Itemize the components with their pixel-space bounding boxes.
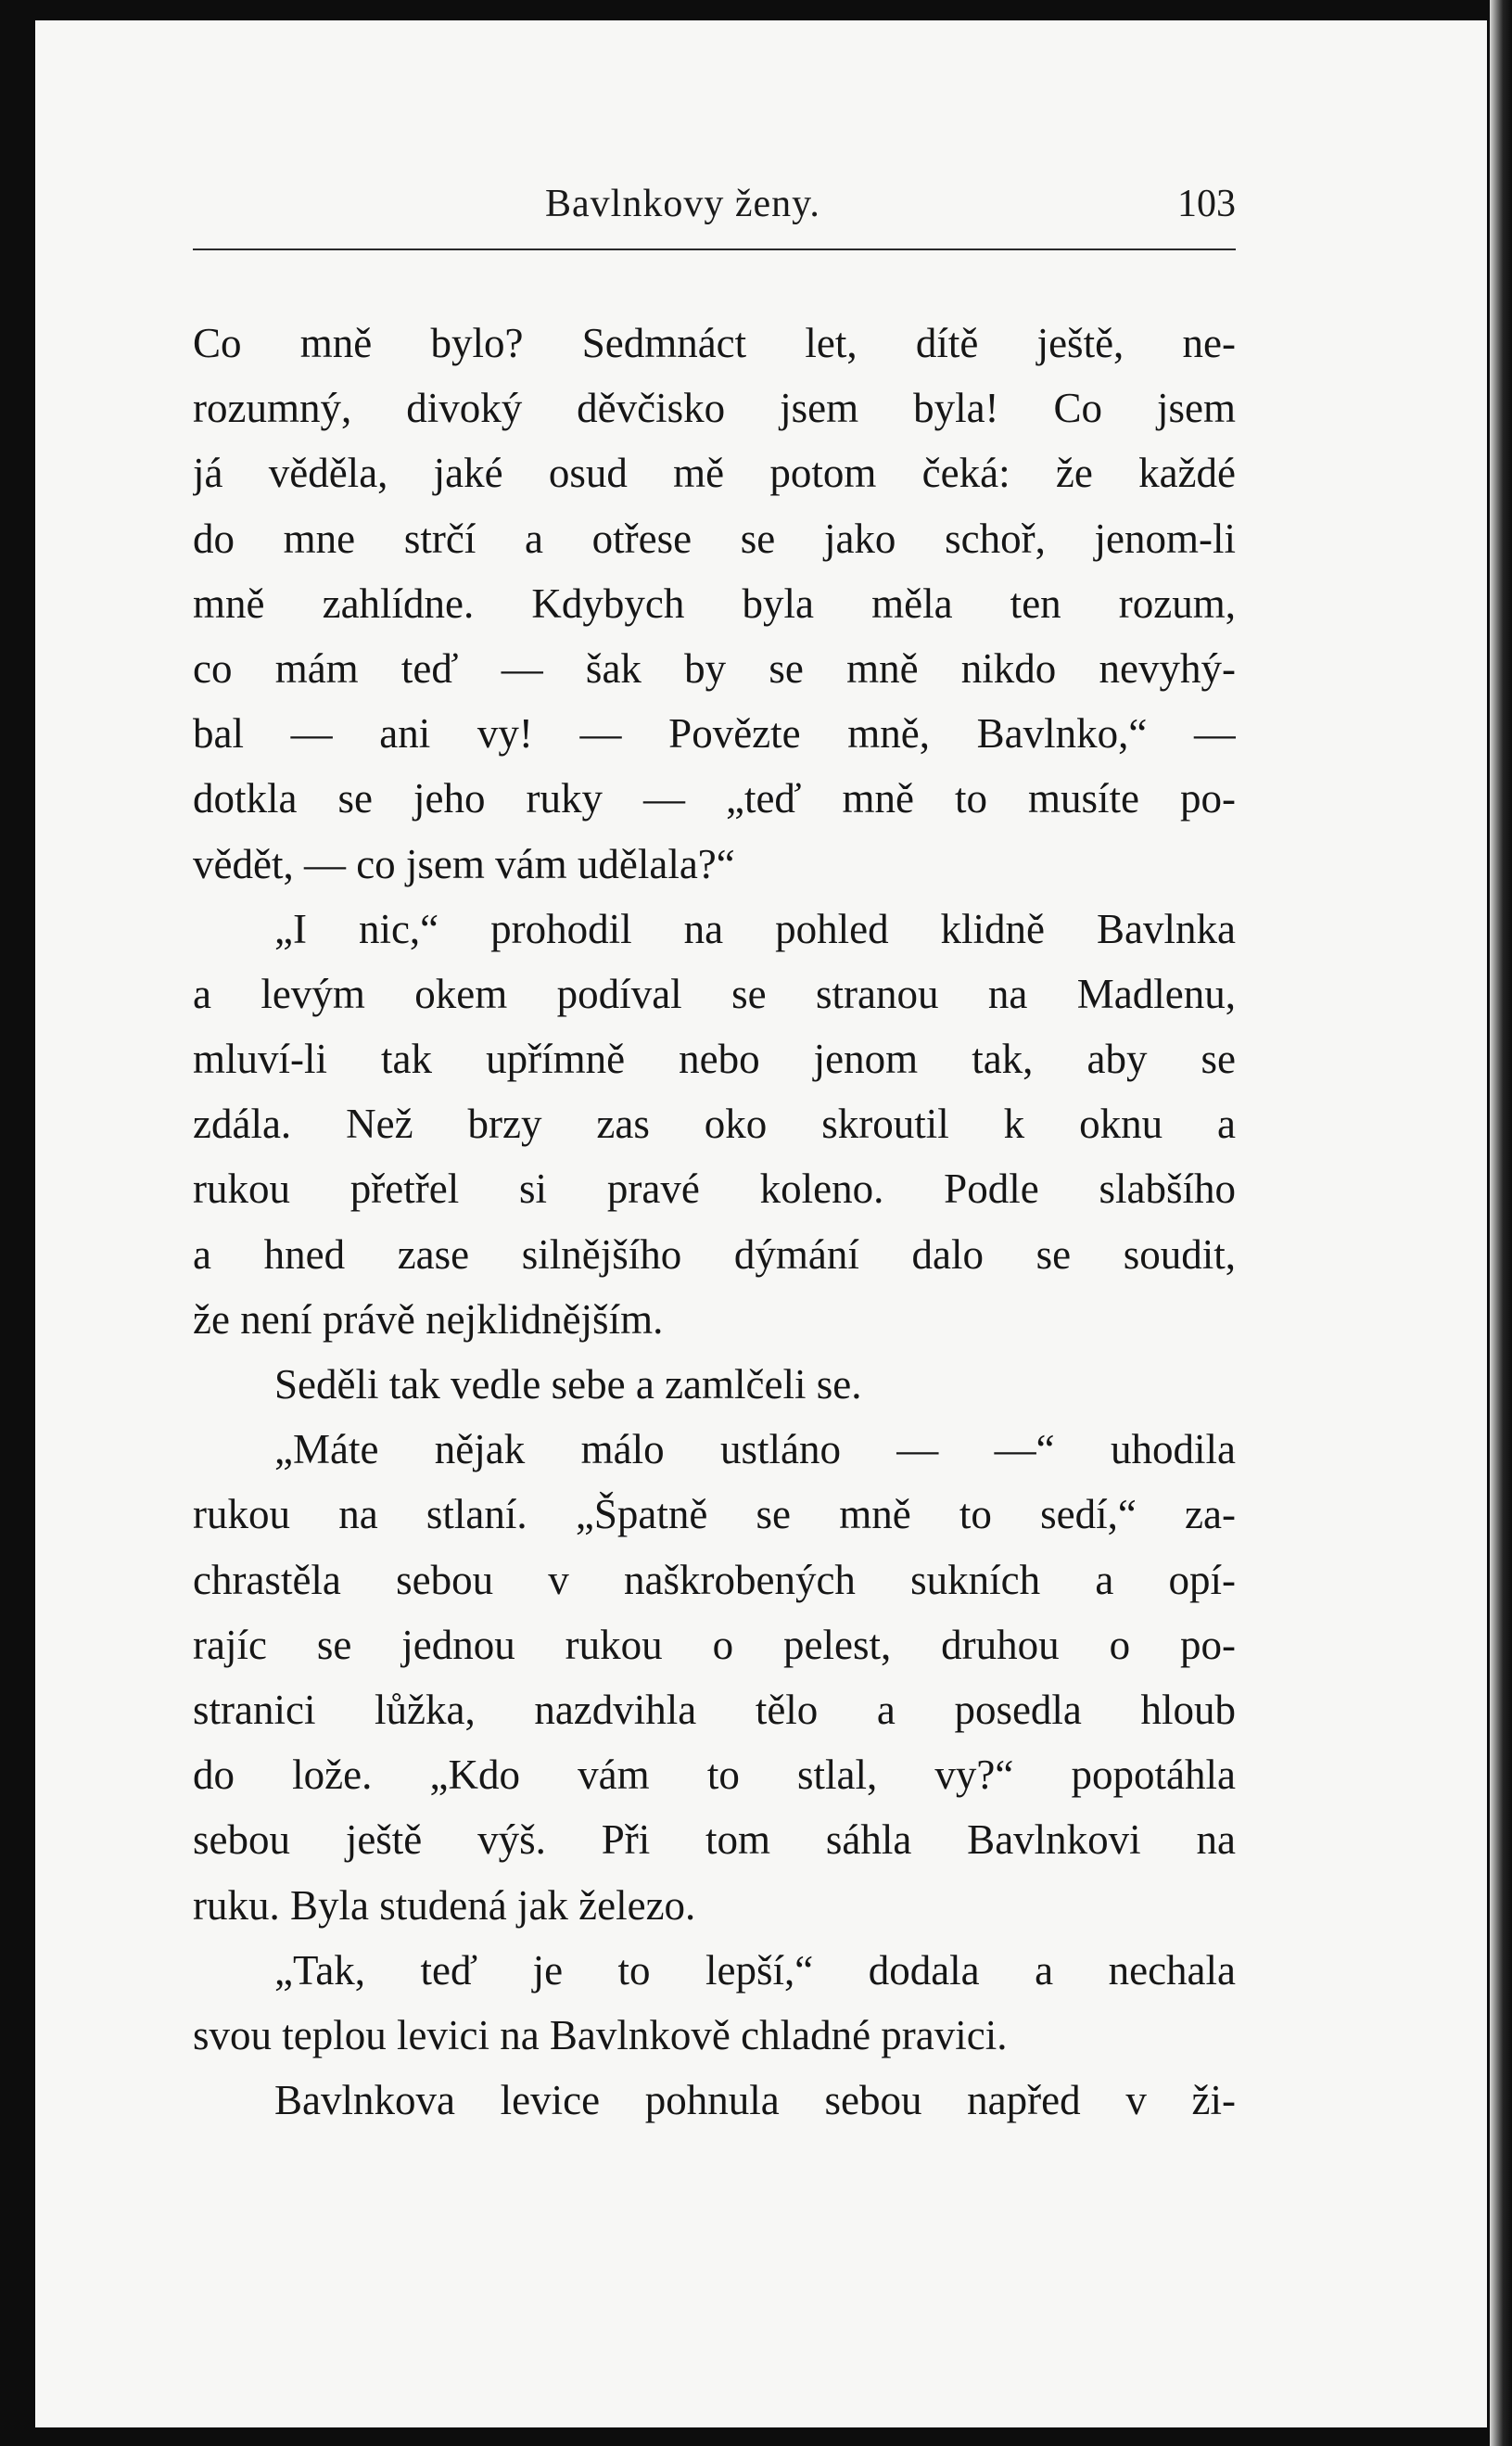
text-line: rajíc se jednou rukou o pelest, druhou o po-: [193, 1621, 1236, 1668]
text-line: rukou přetřel si pravé koleno. Podle slabšího: [193, 1166, 1236, 1213]
text-line: svou teplou levici na Bavlnkově chladné pravici.: [193, 2011, 1008, 2058]
running-title: Bavlnkovy ženy.: [545, 183, 820, 225]
text-line: co mám teď — šak by se mně nikdo nevyhý-: [193, 644, 1236, 692]
text-line: rozumný, divoký děvčisko jsem byla! Co jsem: [193, 385, 1236, 432]
header-rule: [193, 248, 1236, 250]
text-line: „I nic,“ prohodil na pohled klidně Bavlnka: [274, 905, 1236, 952]
text-line: a levým okem podíval se stranou na Madlenu,: [193, 970, 1236, 1017]
page-edge-shadow: [1490, 0, 1512, 2446]
text-line: zdála. Než brzy zas oko skroutil k oknu a: [193, 1101, 1236, 1148]
page-header: [193, 182, 1236, 241]
text-line: „Tak, teď je to lepší,“ dodala a nechala: [274, 1946, 1236, 1994]
text-line: do mne strčí a otřese se jako schoř, jenom-li: [193, 515, 1236, 562]
text-line: Co mně bylo? Sedmnáct let, dítě ještě, ne-: [193, 320, 1236, 366]
text-line: chrastěla sebou v naškrobených sukních a opí-: [193, 1556, 1236, 1603]
page-number: 103: [1177, 183, 1236, 225]
text-line: rukou na stlaní. „Špatně se mně to sedí,“ za-: [193, 1491, 1236, 1538]
text-line: sebou ještě výš. Při tom sáhla Bavlnkovi na: [193, 1816, 1236, 1864]
text-line: dotkla se jeho ruky — „teď mně to musíte po-: [193, 775, 1236, 822]
text-line: vědět, — co jsem vám udělala?“: [193, 840, 735, 887]
body-text: [193, 311, 1236, 2133]
text-line: Bavlnkova levice pohnula sebou napřed v ži-: [274, 2077, 1236, 2124]
text-line: do lože. „Kdo vám to stlal, vy?“ popotáhla: [193, 1752, 1236, 1799]
text-line: mluví-li tak upřímně nebo jenom tak, aby se: [193, 1036, 1236, 1083]
text-line: že není právě nejklidnějším.: [193, 1295, 664, 1343]
text-line: bal — ani vy! — Povězte mně, Bavlnko,“ —: [193, 710, 1236, 758]
text-line: mně zahlídne. Kdybych byla měla ten rozum,: [193, 580, 1236, 627]
text-line: a hned zase silnějšího dýmání dalo se soudit,: [193, 1230, 1236, 1278]
text-line: Seděli tak vedle sebe a zamlčeli se.: [274, 1361, 862, 1408]
text-line: stranici lůžka, nazdvihla tělo a posedla hloub: [193, 1686, 1236, 1733]
text-line: „Máte nějak málo ustláno — —“ uhodila: [274, 1426, 1236, 1473]
text-line: já věděla, jaké osud mě potom čeká: že každé: [193, 450, 1236, 497]
text-line: ruku. Byla studená jak železo.: [193, 1881, 696, 1929]
